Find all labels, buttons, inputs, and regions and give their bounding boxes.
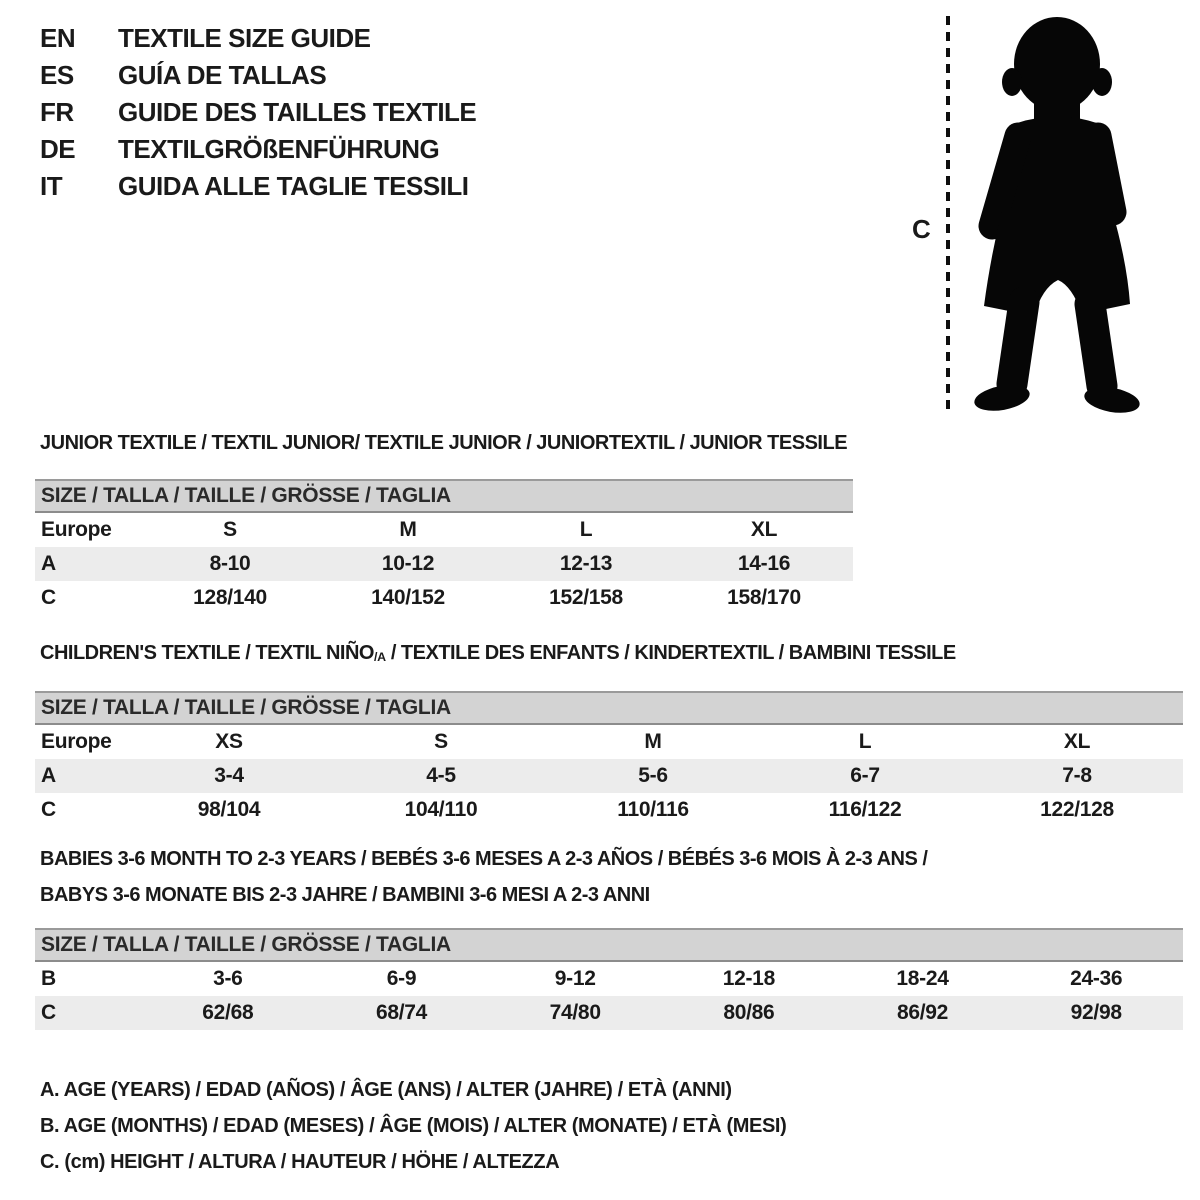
age-cell: 8-10 — [209, 552, 251, 575]
row-label: B — [41, 967, 56, 990]
height-cell: 122/128 — [1040, 798, 1114, 821]
height-cell: 110/116 — [617, 798, 689, 821]
age-cell: 5-6 — [638, 764, 668, 787]
age-cell: 6-7 — [850, 764, 880, 787]
size-table-header: SIZE / TALLA / TAILLE / GRÖSSE / TAGLIA — [35, 691, 1183, 725]
height-cell: 62/68 — [202, 1001, 254, 1024]
row-label: Europe — [41, 730, 112, 753]
table-row-age — [35, 759, 1183, 793]
section-title-text: BABYS 3-6 MONATE BIS 2-3 JAHRE / BAMBINI 3-6 MESI A 2-3 ANNI — [40, 884, 650, 906]
section-title-text: CHILDREN'S TEXTILE / TEXTIL NIÑO — [40, 642, 374, 664]
language-row-fr — [40, 94, 476, 131]
months-cell: 9-12 — [554, 967, 596, 990]
toddler-silhouette-image — [962, 12, 1147, 420]
section-title-babies-line1 — [40, 848, 927, 871]
table-row-age — [35, 547, 853, 581]
row-label: A — [41, 764, 56, 787]
table-row-height — [35, 793, 1183, 827]
legend — [40, 1072, 786, 1180]
size-table-header: SIZE / TALLA / TAILLE / GRÖSSE / TAGLIA — [35, 928, 1183, 962]
legend-line-a: A. AGE (YEARS) / EDAD (AÑOS) / ÂGE (ANS) / ALTER (JAHRE) / ETÀ (ANNI) — [40, 1078, 732, 1101]
height-cell: 128/140 — [193, 586, 267, 609]
language-row-de — [40, 131, 476, 168]
language-title: GUIDE DES TAILLES TEXTILE — [118, 97, 477, 127]
language-row-es — [40, 57, 476, 94]
height-cell: 68/74 — [375, 1001, 428, 1024]
language-code: ES — [40, 60, 74, 90]
age-cell: 14-16 — [737, 552, 791, 575]
table-row-europe — [35, 725, 1183, 759]
months-cell: 24-36 — [1070, 967, 1123, 990]
language-code: EN — [40, 23, 76, 53]
language-title: GUIDA ALLE TAGLIE TESSILI — [118, 171, 469, 201]
section-title-text: BABIES 3-6 MONTH TO 2-3 YEARS / BEBÉS 3-6 MESES A 2-3 AÑOS / BÉBÉS 3-6 MOIS À 2-3 ANS / — [40, 848, 928, 870]
size-cell: S — [223, 518, 237, 541]
months-cell: 18-24 — [896, 967, 949, 990]
months-cell: 12-18 — [722, 967, 775, 990]
language-code: DE — [40, 134, 76, 164]
row-label: C — [41, 798, 56, 821]
language-row-it — [40, 168, 476, 205]
size-cell: S — [434, 730, 448, 753]
height-cell: 86/92 — [896, 1001, 949, 1024]
measure-label-c: C — [912, 214, 931, 244]
legend-line-c: C. (cm) HEIGHT / ALTURA / HAUTEUR / HÖHE / ALTEZZA — [40, 1150, 560, 1173]
table-row-height — [35, 996, 1183, 1030]
age-cell: 7-8 — [1062, 764, 1092, 787]
size-cell: M — [399, 518, 417, 541]
height-cell: 116/122 — [828, 798, 902, 821]
section-title-junior — [40, 432, 847, 455]
row-label: A — [41, 552, 56, 575]
section-title-sub: /A — [373, 650, 386, 665]
height-cell: 92/98 — [1070, 1001, 1122, 1024]
language-title: GUÍA DE TALLAS — [118, 60, 327, 90]
language-code: FR — [40, 97, 74, 127]
size-table-header: SIZE / TALLA / TAILLE / GRÖSSE / TAGLIA — [35, 479, 853, 513]
size-cell: L — [858, 730, 872, 753]
height-cell: 140/152 — [371, 586, 445, 609]
section-title-babies-line2 — [40, 884, 650, 907]
age-cell: 10-12 — [381, 552, 435, 575]
row-label: Europe — [41, 518, 112, 541]
height-cell: 158/170 — [727, 586, 801, 609]
size-cell: M — [644, 730, 662, 753]
height-cell: 152/158 — [549, 586, 623, 609]
table-row-months — [35, 962, 1183, 996]
section-title-children — [40, 642, 956, 665]
height-cell: 104/110 — [404, 798, 478, 821]
language-guide-list — [40, 20, 476, 205]
language-title: TEXTILE SIZE GUIDE — [118, 23, 371, 53]
months-cell: 3-6 — [213, 967, 243, 990]
row-label: C — [41, 1001, 56, 1024]
size-cell: XL — [750, 518, 778, 541]
size-table-junior — [35, 479, 853, 615]
section-title-text: JUNIOR TEXTILE / TEXTIL JUNIOR/ TEXTILE JUNIOR / JUNIORTEXTIL / JUNIOR TESSILE — [40, 432, 848, 454]
height-measure-dashed-line — [946, 16, 950, 416]
months-cell: 6-9 — [386, 967, 417, 990]
size-table-children — [35, 691, 1183, 827]
language-row-en — [40, 20, 476, 57]
age-cell: 12-13 — [559, 552, 613, 575]
table-row-europe — [35, 513, 853, 547]
height-cell: 80/86 — [723, 1001, 775, 1024]
section-title-text: / TEXTILE DES ENFANTS / KINDERTEXTIL / BAMBINI TESSILE — [385, 642, 956, 664]
size-cell: XS — [215, 730, 243, 753]
language-title: TEXTILGRÖßENFÜHRUNG — [118, 134, 440, 164]
size-cell: L — [579, 518, 593, 541]
age-cell: 4-5 — [426, 764, 456, 787]
row-label: C — [41, 586, 56, 609]
height-cell: 98/104 — [197, 798, 261, 821]
size-table-babies — [35, 928, 1183, 1030]
size-cell: XL — [1063, 730, 1091, 753]
age-cell: 3-4 — [214, 764, 244, 787]
legend-line-b: B. AGE (MONTHS) / EDAD (MESES) / ÂGE (MOIS) / ALTER (MONATE) / ETÀ (MESI) — [40, 1114, 787, 1137]
language-code: IT — [40, 171, 63, 201]
table-row-height — [35, 581, 853, 615]
height-cell: 74/80 — [549, 1001, 601, 1024]
